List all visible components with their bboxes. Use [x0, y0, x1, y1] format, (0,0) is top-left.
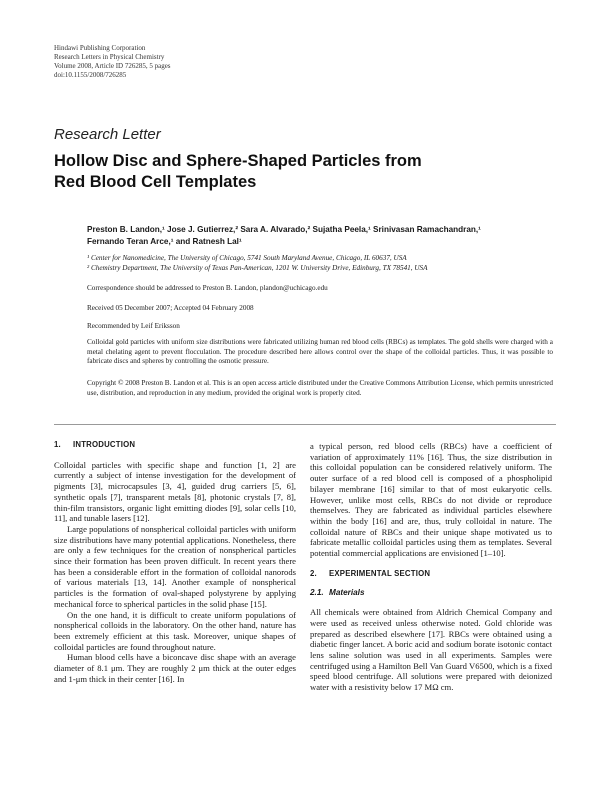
title-line-1: Hollow Disc and Sphere-Shaped Particles from	[54, 152, 422, 170]
recommended-by: Recommended by Leif Eriksson	[87, 322, 180, 330]
copyright-notice: Copyright © 2008 Preston B. Landon et al. This is an open access article distributed under the Creative Commons Attribution License, which permits unrestricted use, distribution, and reproduction in any medium, provided the original work is properly cited.	[87, 379, 553, 397]
spacer	[310, 559, 552, 569]
affiliations	[87, 254, 553, 273]
left-column	[54, 440, 296, 684]
publisher-name: Hindawi Publishing Corporation	[54, 44, 146, 52]
doi: doi:10.1155/2008/726285	[54, 71, 127, 79]
section-number: 1.	[54, 440, 61, 449]
section-heading-introduction	[54, 440, 296, 451]
subsection-title: Materials	[329, 588, 365, 598]
author-list	[87, 224, 553, 248]
section-title: INTRODUCTION	[73, 440, 136, 449]
paragraph: Large populations of nonspherical colloidal particles with uniform size distributions have many potential applications. Nonetheless, there are only a few techniques for the creation of nonspherical particles since their formation has been proven difficult. In recent years there has been a considerable effort in the formation of colloidal nanorods of various materials [13, 14]. Another example of nonspherical particles is the formation of oval-shaped polystyrene by applying mechanical force to spherical particles in the solid phase [15].	[54, 523, 296, 609]
section-number: 2.	[310, 568, 317, 578]
authors-line-2: Fernando Teran Arce,¹ and Ratnesh Lal¹	[87, 237, 242, 246]
authors-line-1: Preston B. Landon,¹ Jose J. Gutierrez,² Sara A. Alvarado,² Sujatha Peela,¹ Srinivasan Ramachandran,¹	[87, 225, 481, 234]
article-type: Research Letter	[54, 126, 161, 143]
subsection-number: 2.1.	[310, 588, 324, 598]
article-title	[54, 151, 474, 193]
journal-name: Research Letters in Physical Chemistry	[54, 53, 165, 61]
subsection-heading-materials	[310, 588, 552, 599]
section-title: EXPERIMENTAL SECTION	[329, 568, 431, 578]
paragraph: a typical person, red blood cells (RBCs) have a coefficient of variation of approximately 11% [16]. Thus, the size distribution in this colloidal population can be considered relatively uniform. The outer surface of a red blood cell is composed of a phospholipid bilayer membrane [16] similar to that of most eukaryotic cells. However, unlike most cells, RBCs do not divide or reproduce themselves. They are fabricated as individual particles elsewhere within the body [16] and are, thus, truly colloidal in nature. The colloidal nature of RBCs and their unique shape motivated us to fabricate metallic colloidal particles using them as templates. Several potential commercial applications are envisioned [1–10].	[310, 441, 552, 559]
volume-line: Volume 2008, Article ID 726285, 5 pages	[54, 62, 171, 70]
affiliation-1: ¹ Center for Nanomedicine, The University of Chicago, 5741 South Maryland Avenue, Chicago, IL 60637, USA	[87, 254, 407, 262]
paragraph: On the one hand, it is difficult to create uniform populations of nonspherical colloids in the laboratory. On the other hand, nature has been extremely efficient at this task. Moreover, unique shapes of colloidal particles are found throughout nature.	[54, 609, 296, 652]
abstract: Colloidal gold particles with uniform size distributions were fabricated utilizing human red blood cells (RBCs) as templates. The gold shells were charged with a metal chelating agent to prevent flocculation. The procedure described here allows control over the shape of the colloidal particles. Thus, it was possible to fabricate discs and spheres by controlling the osmotic pressure.	[87, 338, 553, 366]
journal-header	[54, 44, 171, 80]
right-column	[310, 441, 552, 693]
paragraph: Human blood cells have a biconcave disc shape with an average diameter of 8.1 μm. They are roughly 2 μm thick at the outer edges and 1-μm thick in their center [16]. In	[54, 652, 296, 684]
affiliation-2: ² Chemistry Department, The University of Texas Pan-American, 1201 W. University Drive, Edinburg, TX 78541, USA	[87, 263, 428, 272]
title-line-2: Red Blood Cell Templates	[54, 173, 257, 191]
correspondence: Correspondence should be addressed to Preston B. Landon, plandon@uchicago.edu	[87, 284, 328, 292]
received-accepted-dates: Received 05 December 2007; Accepted 04 February 2008	[87, 304, 254, 312]
section-divider	[54, 424, 556, 425]
paragraph: Colloidal particles with specific shape and function [1, 2] are currently a subject of intense investigation for the development of pigments [3], microcapsules [3, 4], guided drug carriers [5, 6], synthetic opals [7], transparent metals [8], photonic crystals [7, 8], thin-film transistors, organic light emitting diodes [9], solar cells [10, 11], and tunable lasers [12].	[54, 459, 296, 524]
section-heading-experimental	[310, 569, 552, 580]
paragraph: All chemicals were obtained from Aldrich Chemical Company and were used as received unless otherwise noted. Gold chloride was prepared as described elsewhere [17]. RBCs were obtained using a diabetic finger lancet. A boric acid and sodium borate isotonic contact lens saline solution was used in all experiments. Samples were centrifuged using a Hamilton Bell Van Guard V6500, which is a fixed speed blood centrifuge. All solutions were prepared with deionized water with a resistivity below 17 MΩ cm.	[310, 607, 552, 693]
